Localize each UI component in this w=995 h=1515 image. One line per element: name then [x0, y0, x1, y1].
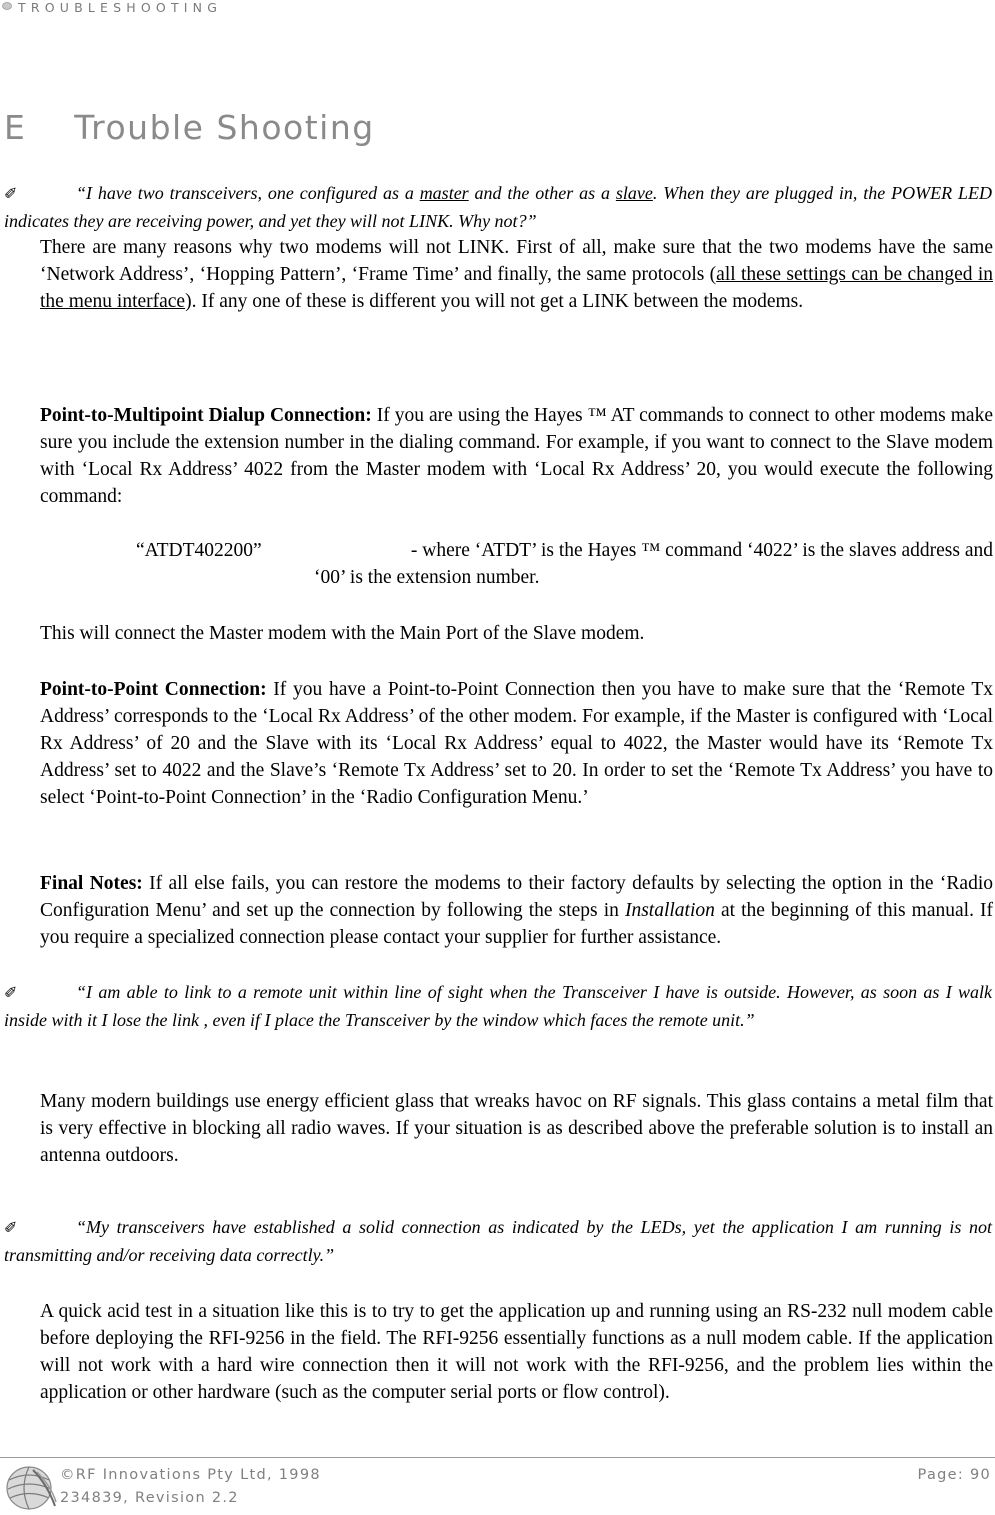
command-description-line-1: - where ‘ATDT’ is the Hayes ™ command ‘4022’ is the slaves address and — [410, 540, 993, 561]
question-1-text-c: . When they are plugged in, the POWER LED indicates they are receiving power, and yet they will not LINK. Why not?” — [4, 183, 992, 231]
command-description-line-2: ‘00’ is the extension number. — [314, 567, 540, 588]
question-1-text-a: “I have two transceivers, one configured as a — [76, 183, 420, 203]
footer-revision: 234839, Revision 2.2 — [60, 1490, 239, 1506]
pencil-icon: ✐ — [4, 985, 18, 1002]
answer-1-paragraph — [40, 234, 993, 315]
pencil-icon: ✐ — [4, 1220, 18, 1237]
question-1-slave: slave — [615, 183, 653, 203]
question-2 — [4, 979, 992, 1033]
question-2-text: “I am able to link to a remote unit within line of sight when the Transceiver I have is outside. However, as soon as I walk inside with it I lose the link , even if I place the Transceiver by the window which faces the remote unit.” — [4, 982, 992, 1030]
point-to-point-paragraph — [40, 676, 993, 811]
point-to-point-text: If you have a Point-to-Point Connection then you have to make sure that the ‘Remote Tx Address’ corresponds to the ‘Local Rx Address’ of the other modem. For example, if the Master is configured with ‘Local Rx Address’ of 20 and the Slave with its ‘Local Rx Address’ equal to 4022, the Master would have its ‘Remote Tx Address’ set to 4022 and the Slave’s ‘Remote Tx Address’ set to 20. In order to set the ‘Remote Tx Address’ you have to select ‘Point-to-Point Connection’ in the ‘Radio Configuration Menu.’ — [40, 679, 993, 808]
multipoint-text: If you are using the Hayes ™ AT commands to connect to other modems make sure you include the extension number in the dialing command. For example, if you want to connect to the Slave modem with ‘Local Rx Address’ 4022 from the Master modem with ‘Local Rx Address’ 20, you would execute the following command: — [40, 405, 993, 507]
question-3-text: “My transceivers have established a solid connection as indicated by the LEDs, yet the application I am running is not transmitting and/or receiving data correctly.” — [4, 1217, 992, 1265]
final-notes-text-b: at the beginning of this manual. If you require a specialized connection please contact your supplier for further assistance. — [40, 900, 994, 948]
page-title: E Trouble Shooting — [4, 108, 375, 147]
footer-divider — [0, 1457, 995, 1458]
final-notes-paragraph — [40, 870, 993, 951]
command-example — [136, 537, 993, 564]
question-1 — [4, 180, 992, 234]
acid-test-paragraph: A quick acid test in a situation like this is to try to get the application up and running using an RS-232 null modem cable before deploying the RFI-9256 in the field. The RFI-9256 essentially functions as a null modem cable. If the application will not work with a hard wire connection then it will not work with the RFI-9256, and the problem lies within the application or other hardware (such as the computer serial ports or flow control). — [40, 1301, 993, 1403]
installation-reference: Installation — [624, 900, 715, 921]
multipoint-heading: Point-to-Multipoint Dialup Connection: — [40, 405, 372, 426]
answer-1-text-b: ). If any one of these is different you will not get a LINK between the modems. — [185, 291, 804, 312]
rf-innovations-globe-logo-icon — [3, 1462, 57, 1512]
pencil-icon: ✐ — [4, 186, 18, 203]
final-notes-text-a: If all else fails, you can restore the modems to their factory defaults by selecting the option in the ‘Radio Configuration Menu’ and set up the connection by following the steps in — [40, 873, 993, 921]
question-3 — [4, 1214, 992, 1268]
point-to-point-heading: Point-to-Point Connection: — [40, 679, 267, 700]
header-section-label: TROUBLESHOOTING — [18, 0, 223, 15]
master-slave-paragraph: This will connect the Master modem with the Main Port of the Slave modem. — [40, 623, 645, 644]
question-1-text-b: and the other as a — [468, 183, 616, 203]
answer-1-text-a: There are many reasons why two modems will not LINK. First of all, make sure that the two modems have the same ‘Network Address’, ‘Hopping Pattern’, ‘Frame Time’ and finally, the same protocols ( — [40, 237, 993, 285]
command-string: “ATDT402200” — [136, 540, 262, 561]
question-1-master: master — [419, 183, 469, 203]
multipoint-paragraph — [40, 402, 993, 510]
answer-1-underlined: all these settings can be changed in the menu interface — [40, 264, 993, 312]
header-bullet-icon — [2, 2, 12, 10]
energy-glass-paragraph: Many modern buildings use energy efficient glass that wreaks havoc on RF signals. This glass contains a metal film that is very effective in blocking all radio waves. If your situation is as described above the preferable solution is to install an antenna outdoors. — [40, 1091, 993, 1166]
footer-page-number: Page: 90 — [917, 1467, 991, 1483]
final-notes-heading: Final Notes: — [40, 873, 143, 894]
footer-copyright: ©RF Innovations Pty Ltd, 1998 — [60, 1467, 321, 1483]
